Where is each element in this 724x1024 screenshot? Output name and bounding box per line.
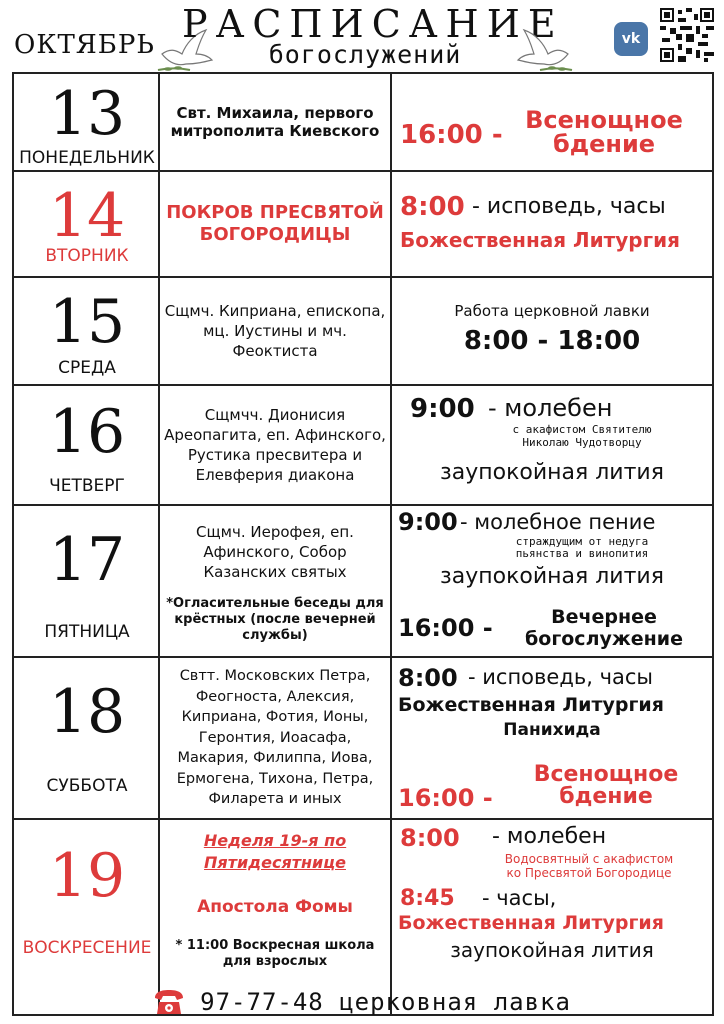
schedule-row xyxy=(14,172,712,278)
page-subtitle: богослужений xyxy=(268,40,462,69)
weekday: ПЯТНИЦА xyxy=(44,622,130,642)
service-name: Божественная Литургия xyxy=(398,912,664,934)
service-time: 16:00 - xyxy=(398,614,493,642)
service-name: Панихида xyxy=(503,720,601,740)
schedule-table xyxy=(12,72,714,1016)
service-time: 8:45 xyxy=(400,886,455,911)
services-cell xyxy=(392,820,712,1014)
saint-text: Неделя 19-я по xyxy=(203,831,347,850)
service-time: 9:00 xyxy=(410,394,475,424)
day-number: 19 xyxy=(48,841,126,911)
schedule-row xyxy=(14,386,712,506)
services-cell xyxy=(392,506,712,656)
service-name: - молебное пение xyxy=(460,510,656,534)
service-name: заупокойная лития xyxy=(440,564,664,589)
saint-text: Сщмч. Иерофея, еп. Афинского, Собор Казанских святых xyxy=(196,523,354,581)
saint-text: ПОКРОВ ПРЕСВЯТОЙ БОГОРОДИЦЫ xyxy=(166,202,384,245)
phone-number[interactable]: 97-77-48 церковная лавка xyxy=(200,988,571,1016)
service-name: Всенощное бдение xyxy=(533,762,679,809)
day-number: 13 xyxy=(48,79,126,149)
saint-text: Свт. Михаила, первого митрополита Киевского xyxy=(170,104,380,140)
service-name: Всенощное бдение xyxy=(525,106,683,158)
schedule-row xyxy=(14,278,712,386)
saints-cell xyxy=(160,278,392,384)
qr-code-icon[interactable] xyxy=(660,8,714,62)
day-cell xyxy=(14,820,160,1014)
vk-logo-icon[interactable]: vk xyxy=(614,22,648,56)
service-time: 8:00 - 18:00 xyxy=(463,326,641,356)
weekday: ЧЕТВЕРГ xyxy=(49,476,125,496)
service-name: - исповедь, часы xyxy=(468,665,653,689)
saint-text: Апостола Фомы xyxy=(197,897,353,917)
saint-note: *Огласительные беседы для крёстных (после вечерней службы) xyxy=(166,596,384,643)
service-name: - молебен xyxy=(492,824,607,849)
saint-text: Свтт. Московских Петра, Феогноста, Алексия, Киприана, Фотия, Ионы, Геронтия, Иоасафа, Макария, Филиппа, Иова, Ермогена, Тихона, Петра, Филарета и иных xyxy=(176,668,374,808)
saint-text: Сщмч. Киприана, епископа, мц. Иустины и мч. Феоктиста xyxy=(164,302,386,360)
service-name: Божественная Литургия xyxy=(398,694,664,716)
schedule-row xyxy=(14,74,712,172)
month-label: ОКТЯБРЬ xyxy=(14,30,155,60)
saints-cell xyxy=(160,658,392,818)
saints-cell xyxy=(160,820,392,1014)
day-number: 15 xyxy=(48,287,126,357)
service-note: с акафистом Святителю xyxy=(512,423,652,436)
weekday: СРЕДА xyxy=(58,358,116,378)
service-name: Вечернее xyxy=(551,606,657,628)
saints-cell xyxy=(160,172,392,276)
saint-text: Пятидесятнице xyxy=(204,853,346,872)
header xyxy=(0,0,724,72)
footer xyxy=(0,988,724,1024)
service-note: Николаю Чудотворцу xyxy=(522,436,642,449)
service-note: страждущим от недуга xyxy=(515,535,649,548)
services-cell xyxy=(392,172,712,276)
saints-cell xyxy=(160,386,392,504)
service-time: 8:00 xyxy=(398,664,458,692)
day-cell xyxy=(14,74,160,170)
service-name: заупокойная лития xyxy=(440,460,664,485)
service-time: 8:00 xyxy=(400,192,465,222)
day-cell xyxy=(14,172,160,276)
saints-cell xyxy=(160,74,392,170)
schedule-row xyxy=(14,820,712,1014)
service-name: Божественная Литургия xyxy=(400,228,680,252)
saint-note: * 11:00 Воскресная школа для взрослых xyxy=(175,938,375,969)
service-time: 16:00 - xyxy=(398,784,493,812)
service-name: заупокойная лития xyxy=(450,938,654,962)
service-name: - часы, xyxy=(482,886,557,910)
service-note: ко Пресвятой Богородице xyxy=(506,866,672,880)
weekday: СУББОТА xyxy=(46,776,128,796)
telephone-icon xyxy=(153,988,185,1016)
day-number: 17 xyxy=(48,525,126,595)
service-time: 9:00 xyxy=(398,508,458,536)
weekday: ВТОРНИК xyxy=(45,246,129,266)
services-cell xyxy=(392,386,712,504)
weekday: ВОСКРЕСЕНИЕ xyxy=(22,938,152,958)
service-time: 8:00 xyxy=(400,824,460,852)
services-cell xyxy=(392,74,712,170)
service-name: - исповедь, часы xyxy=(472,194,666,219)
day-cell xyxy=(14,506,160,656)
saint-text: Сщмчч. Дионисия Ареопагита, еп. Афинского, Рустика пресвитера и Елевферия диакона xyxy=(164,406,386,484)
day-cell xyxy=(14,658,160,818)
service-name: Работа церковной лавки xyxy=(454,302,650,320)
schedule-row xyxy=(14,506,712,658)
day-number: 14 xyxy=(48,181,126,251)
service-name: богослужение xyxy=(525,628,683,650)
day-number: 18 xyxy=(48,677,126,747)
page-title: РАСПИСАНИЕ xyxy=(182,2,564,46)
dove-icon xyxy=(516,24,574,76)
service-note: Водосвятный с акафистом xyxy=(504,852,674,866)
saints-cell xyxy=(160,506,392,656)
service-name: - молебен xyxy=(488,394,613,422)
service-time: 16:00 - xyxy=(400,120,503,150)
day-number: 16 xyxy=(48,397,126,467)
services-cell xyxy=(392,278,712,384)
weekday: ПОНЕДЕЛЬНИК xyxy=(19,148,155,168)
service-note: пьянства и винопития xyxy=(515,547,649,560)
day-cell xyxy=(14,278,160,384)
schedule-row xyxy=(14,658,712,820)
day-cell xyxy=(14,386,160,504)
services-cell xyxy=(392,658,712,818)
